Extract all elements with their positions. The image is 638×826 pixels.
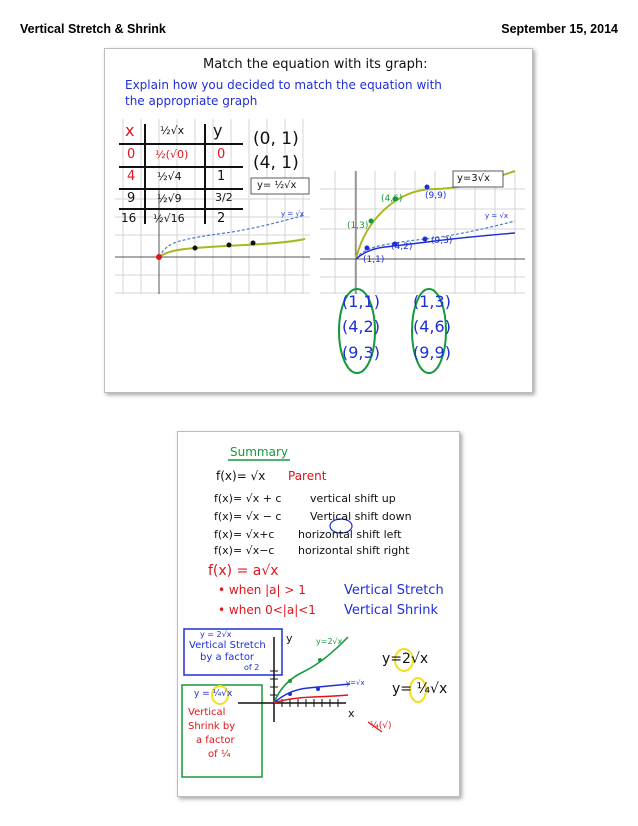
shift-equation: f(x)= √x − c [214,510,282,523]
point-note: (4, 1) [253,153,299,173]
stretch-box-text: y = 2√x [200,630,232,639]
document-title: Vertical Stretch & Shrink [20,22,166,36]
parent-equation: f(x)= √x [216,469,266,483]
shrink-box-text: a factor [196,735,235,746]
parent-label: Parent [288,469,327,483]
right-point-label: (9,3) [431,236,453,246]
example-stretch-equation: y=2√x [382,651,429,667]
right-graph-parent-label: y = √x [485,212,509,220]
table-cell: 4 [127,169,136,184]
shift-description: horizontal shift right [298,544,410,557]
pair-left-col: (9,3) [342,343,380,362]
table-cell: ½(√0) [155,148,189,161]
left-graph-parent-label: y = √x [281,210,305,218]
graph-y-axis-label: y [286,632,293,645]
pair-right-col: (1,3) [413,292,451,311]
graph-curve-label-top: y=2√x [316,637,343,646]
table-header-y: y [213,121,223,140]
right-point-label: (9,9) [425,191,447,201]
table-cell: ½√9 [157,192,182,205]
right-point-label: (4,2) [391,242,413,252]
shrink-box-text: Vertical [188,707,226,718]
pair-left-col: (1,1) [342,292,380,311]
table-cell: 9 [127,191,136,206]
shrink-box-text: Shrink by [188,721,236,732]
shrink-box-text: y = ¼√x [194,689,233,699]
stretch-box-text: of 2 [244,663,260,672]
table-cell: 3/2 [215,191,233,204]
slide-summary [177,431,460,797]
table-cell: 1 [217,169,226,184]
slide1-heading: Match the equation with its graph: [203,57,428,72]
shift-description: vertical shift up [310,492,396,505]
example-shrink-equation: y= ¼√x [392,681,448,697]
stretch-equation: f(x) = a√x [208,563,279,579]
shift-description: horizontal shift left [298,528,402,541]
slide1-prompt-line1: Explain how you decided to match the equation with [125,78,442,92]
when-stretch-label: Vertical Stretch [344,583,444,598]
when-shrink-label: Vertical Shrink [344,603,439,618]
pair-right-col: (4,6) [413,317,451,336]
table-cell: 2 [217,211,226,226]
table-cell: ½√16 [153,212,185,225]
stretch-box-text: by a factor [200,652,255,663]
shift-equation: f(x)= √x + c [214,492,282,505]
slide-match-equation [104,48,533,393]
shift-equation: f(x)= √x+c [214,528,275,541]
slide1-prompt-line2: the appropriate graph [125,94,258,108]
table-cell: 0 [217,147,226,162]
graph-x-axis-label: x [348,707,355,720]
pair-left-col: (4,2) [342,317,380,336]
crossed-note: ¼(√) [370,721,392,731]
document-date: September 15, 2014 [501,22,618,36]
table-cell: 0 [127,147,136,162]
shift-description: Vertical shift down [310,510,412,523]
page-header [0,22,638,42]
point-note: (0, 1) [253,129,299,149]
pair-right-col: (9,9) [413,343,451,362]
right-point-label: (1,1) [363,255,385,265]
right-point-label: (1,3) [347,221,369,231]
shift-equation: f(x)= √x−c [214,544,275,557]
when-shrink-condition: • when 0<|a|<1 [218,603,316,617]
table-cell: ½√4 [157,170,182,183]
shrink-box-text: of ¼ [208,749,231,760]
left-graph-equation: y= ½√x [257,180,297,191]
summary-title: Summary [230,445,288,459]
right-graph-equation: y=3√x [457,173,490,184]
table-header-half-root: ½√x [160,124,185,137]
stretch-box-text: Vertical Stretch [189,640,266,651]
when-stretch-condition: • when |a| > 1 [218,583,306,597]
graph-curve-label-mid: y=√x [346,679,365,687]
table-header-x: x [125,121,135,140]
right-point-label: (4,6) [381,194,403,204]
table-cell: 16 [121,211,137,225]
